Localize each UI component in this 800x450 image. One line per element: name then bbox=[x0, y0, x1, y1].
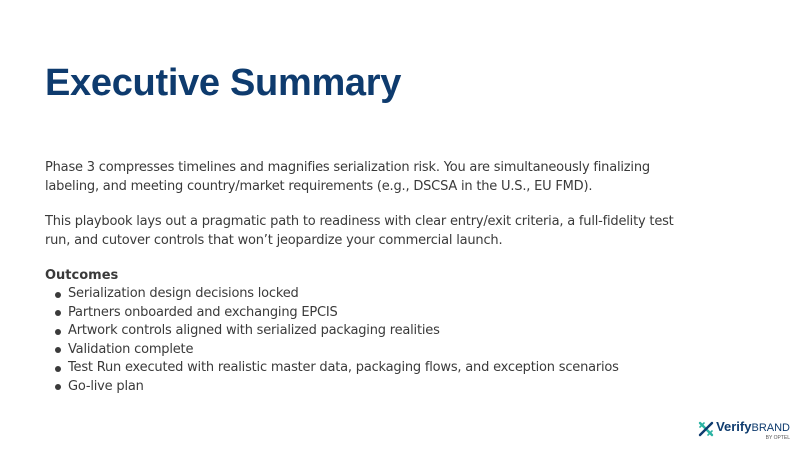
logo-subtitle: BY OPTEL bbox=[765, 435, 790, 441]
page-title: Executive Summary bbox=[45, 62, 402, 104]
list-item: Go-live plan bbox=[45, 378, 685, 397]
list-item: Artwork controls aligned with serialized packaging realities bbox=[45, 322, 685, 341]
outcomes-list bbox=[45, 285, 685, 397]
list-item: Test Run executed with realistic master data, packaging flows, and exception scenarios bbox=[45, 359, 685, 378]
list-item: Serialization design decisions locked bbox=[45, 285, 685, 304]
summary-body bbox=[45, 158, 685, 397]
bullet-icon bbox=[55, 329, 61, 335]
logo-brand: BRAND bbox=[751, 422, 790, 434]
logo-word: Verify bbox=[716, 419, 752, 434]
playbook-paragraph: This playbook lays out a pragmatic path to readiness with clear entry/exit criteria, a full-fidelity test run, and cutover controls that won’t jeopardize your commercial launch. bbox=[45, 214, 674, 248]
bullet-icon bbox=[55, 366, 61, 372]
verifybrand-logo bbox=[698, 420, 790, 441]
list-item: Validation complete bbox=[45, 341, 685, 360]
bullet-icon bbox=[55, 292, 61, 298]
bullet-icon bbox=[55, 347, 61, 353]
list-item: Partners onboarded and exchanging EPCIS bbox=[45, 304, 685, 323]
crossed-arrows-icon bbox=[698, 421, 714, 437]
outcomes-heading: Outcomes bbox=[45, 268, 119, 283]
intro-paragraph: Phase 3 compresses timelines and magnifies serialization risk. You are simultaneously finalizing labeling, and meeting country/market requirements (e.g., DSCSA in the U.S., EU FMD). bbox=[45, 160, 650, 194]
bullet-icon bbox=[55, 310, 61, 316]
bullet-icon bbox=[55, 384, 61, 390]
